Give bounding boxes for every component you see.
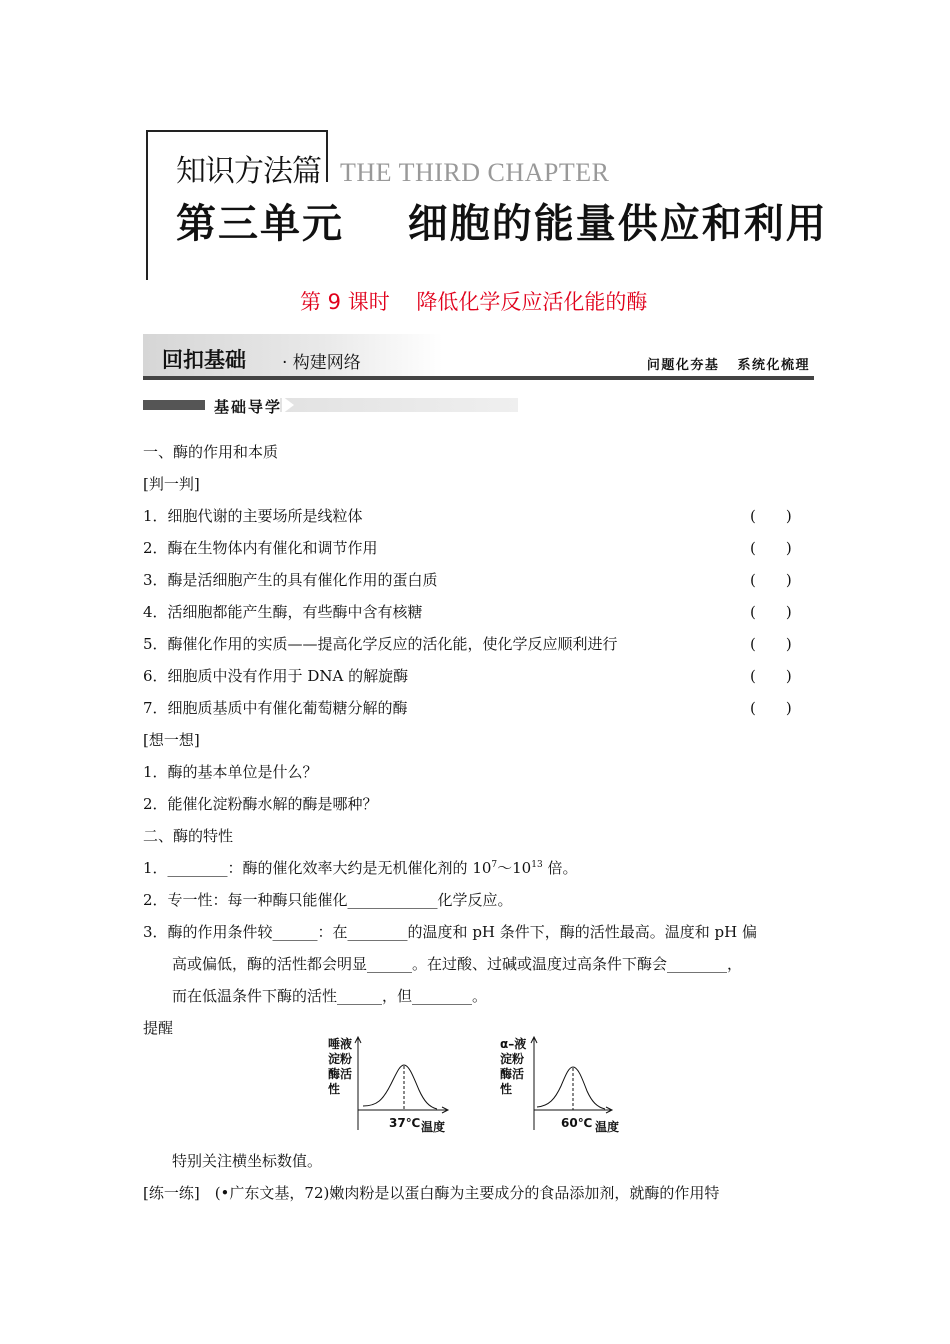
figure-2-peak-label: 60℃ bbox=[561, 1116, 593, 1130]
think-item-2: 2．能催化淀粉酶水解的酶是哪种？ bbox=[143, 795, 378, 813]
answer-paren-7[interactable]: ( ) bbox=[750, 699, 792, 717]
header-frame-right bbox=[326, 130, 328, 182]
section-label-text: 基础导学 bbox=[214, 398, 283, 416]
judge-item-5: 5．酶催化作用的实质——提高化学反应的活化能，使化学反应顺利进行 bbox=[143, 635, 618, 653]
band-right-text: 问题化夯基 系统化梳理 bbox=[646, 358, 810, 373]
english-title: THE THIRD CHAPTER bbox=[340, 158, 610, 187]
answer-paren-4[interactable]: ( ) bbox=[750, 603, 792, 621]
figure-1-ylabel: 唾液 淀粉 酶活 性 bbox=[328, 1037, 353, 1096]
tip-label: 提醒 bbox=[143, 1019, 174, 1037]
think-item-1: 1．酶的基本单位是什么？ bbox=[143, 763, 318, 781]
figure-1-xlabel: 温度 bbox=[421, 1120, 446, 1134]
practice-line: [练一练] (•广东文基，72)嫩肉粉是以蛋白酶为主要成分的食品添加剂，就酶的作用特 bbox=[143, 1184, 720, 1202]
answer-paren-2[interactable]: ( ) bbox=[750, 539, 792, 557]
section-bar bbox=[143, 400, 205, 410]
unit-title: 第三单元 细胞的能量供应和利用 bbox=[176, 201, 828, 247]
judge-item-4: 4．活细胞都能产生酶，有些酶中含有核糖 bbox=[143, 603, 423, 621]
figure-alpha-amylase bbox=[497, 1034, 627, 1134]
lesson-title: 第 9 课时 降低化学反应活化能的酶 bbox=[300, 290, 648, 314]
section-label: 知识方法篇 bbox=[176, 154, 321, 189]
band-title: 回扣基础 bbox=[162, 348, 246, 372]
trait-line-3a: 3．酶的作用条件较______：在________的温度和 pH 条件下，酶的活性最高。温度和 pH 偏 bbox=[143, 923, 757, 941]
judge-label: [判一判] bbox=[143, 475, 200, 493]
trait-line-3b: 高或偏低，酶的活性都会明显______。在过酸、过碱或温度过高条件下酶会________， bbox=[172, 955, 743, 973]
figure-2-ylabel: α–液 淀粉 酶活 性 bbox=[500, 1037, 527, 1096]
figure-saliva-amylase bbox=[325, 1034, 455, 1134]
judge-item-2: 2．酶在生物体内有催化和调节作用 bbox=[143, 539, 378, 557]
answer-paren-5[interactable]: ( ) bbox=[750, 635, 792, 653]
judge-item-1: 1．细胞代谢的主要场所是线粒体 bbox=[143, 507, 363, 525]
trait-line-2: 2．专一性：每一种酶只能催化____________化学反应。 bbox=[143, 891, 513, 909]
band-subtitle: · 构建网络 bbox=[282, 353, 361, 373]
think-label: [想一想] bbox=[143, 731, 200, 749]
header-frame-left bbox=[146, 130, 148, 280]
figure-1-peak-label: 37℃ bbox=[389, 1116, 421, 1130]
trait-line-3c: 而在低温条件下酶的活性______，但________。 bbox=[172, 987, 488, 1005]
answer-paren-6[interactable]: ( ) bbox=[750, 667, 792, 685]
part2-heading: 二、酶的特性 bbox=[143, 827, 234, 845]
part1-heading: 一、酶的作用和本质 bbox=[143, 443, 279, 461]
tip-note: 特别关注横坐标数值。 bbox=[172, 1152, 323, 1170]
judge-item-7: 7．细胞质基质中有催化葡萄糖分解的酶 bbox=[143, 699, 408, 717]
band-underline bbox=[143, 376, 814, 380]
judge-item-3: 3．酶是活细胞产生的具有催化作用的蛋白质 bbox=[143, 571, 438, 589]
section-shade bbox=[280, 398, 518, 412]
answer-paren-3[interactable]: ( ) bbox=[750, 571, 792, 589]
answer-paren-1[interactable]: ( ) bbox=[750, 507, 792, 525]
figure-1-curve bbox=[363, 1065, 437, 1109]
header-frame-top bbox=[146, 130, 328, 132]
trait-line-1: 1．________：酶的催化效率大约是无机催化剂的 $10^7\sim 10^{13}$ 倍。 bbox=[143, 859, 578, 877]
section-arrow-icon bbox=[282, 396, 294, 414]
judge-item-6: 6．细胞质中没有作用于 DNA 的解旋酶 bbox=[143, 667, 409, 685]
figure-2-xlabel: 温度 bbox=[595, 1120, 620, 1134]
figure-2-curve bbox=[537, 1067, 605, 1109]
